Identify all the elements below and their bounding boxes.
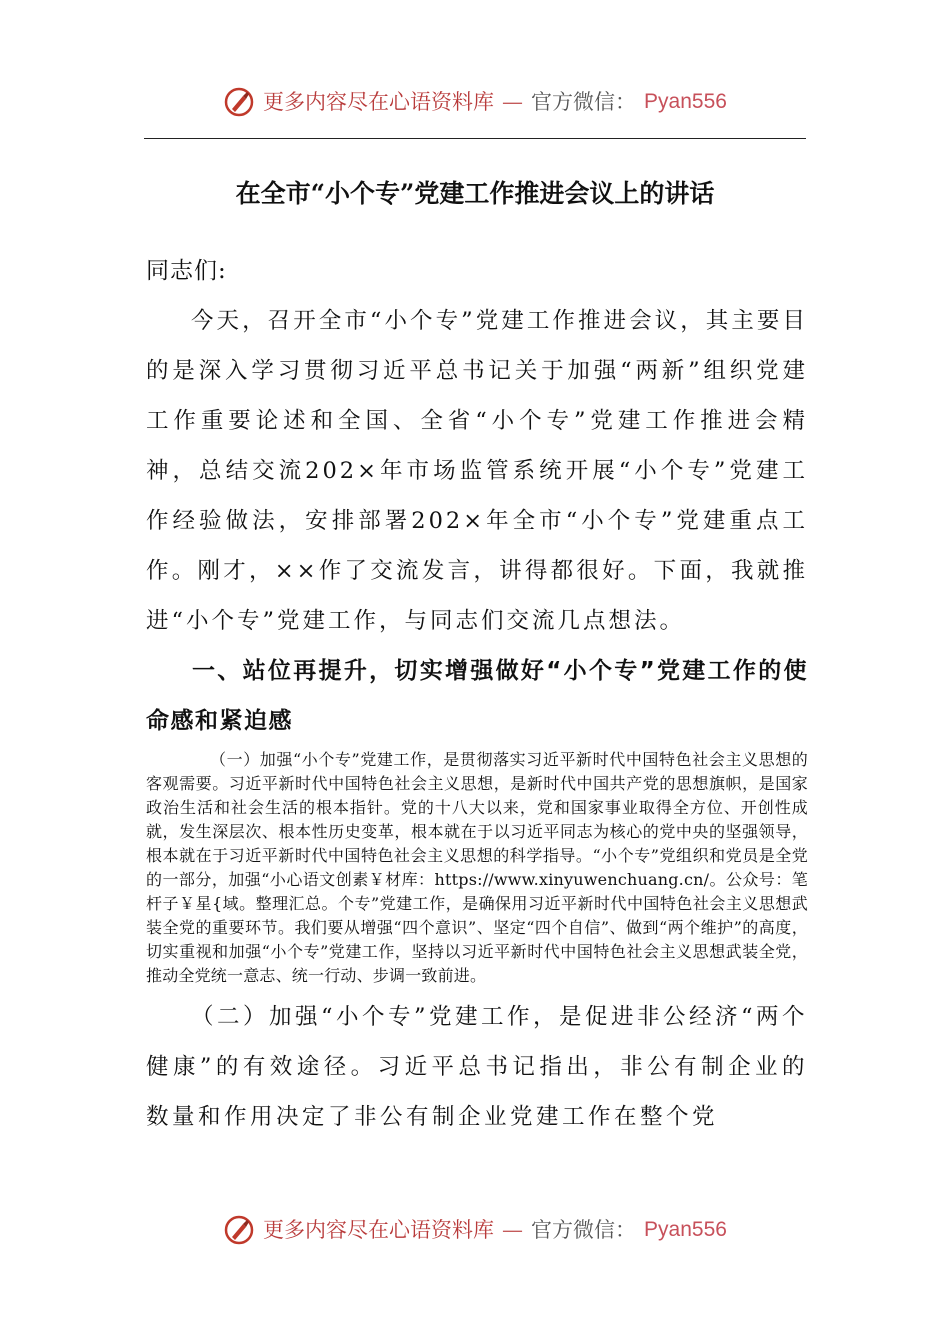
document-body xyxy=(146,250,808,1142)
header-rule xyxy=(144,138,806,139)
document-title: 在全市“小个专”党建工作推进会议上的讲话 xyxy=(235,179,715,208)
intro-paragraph: 今天，召开全市“小个专”党建工作推进会议，其主要目的是深入学习贯彻习近平总书记关于加强“两新”组织党建工作重要论述和全国、全省“小个专”党建工作推进会精神，总结交流202×年市场监管系统开展“小个专”党建工作经验做法，安排部署202×年全市“小个专”党建重点工作。刚才，××作了交流发言，讲得都很好。下面，我就推进“小个专”党建工作，与同志们交流几点想法。 xyxy=(146,308,808,634)
pen-logo-icon xyxy=(223,1214,255,1246)
section-heading-1: 一、站位再提升，切实增强做好“小个专”党建工作的使命感和紧迫感 xyxy=(146,658,808,734)
header-watermark xyxy=(0,86,950,118)
section-paragraph-2: （二）加强“小个专”党建工作，是促进非公经济“两个健康”的有效途径。习近平总书记指出，非公有制企业的数量和作用决定了非公有制企业党建工作在整个党 xyxy=(146,1004,809,1130)
watermark-id: Pyan556 xyxy=(644,90,727,113)
pen-logo-icon xyxy=(223,86,255,118)
salutation: 同志们: xyxy=(146,258,227,284)
watermark-separator: — xyxy=(502,1218,524,1242)
watermark-label: 官方微信： xyxy=(531,1218,637,1242)
watermark-id: Pyan556 xyxy=(644,1218,727,1241)
watermark-separator: — xyxy=(502,90,524,114)
watermark-label: 官方微信： xyxy=(531,90,637,114)
section-paragraph-1: （一）加强“小个专”党建工作，是贯彻落实习近平新时代中国特色社会主义思想的客观需要。习近平新时代中国特色社会主义思想，是新时代中国共产党的思想旗帜，是国家政治生活和社会生活的根本指针。党的十八大以来，党和国家事业取得全方位、开创性成就，发生深层次、根本性历史变革，根本就在于以习近平同志为核心的党中央的坚强领导，根本就在于习近平新时代中国特色社会主义思想的科学指导。“小个专”党组织和党员是全党的一部分，加强“小心语文创素￥材库：https://www.xinyuwenchuang.cn/。公众号：笔杆子￥星{域。整理汇总。个专”党建工作，是确保用习近平新时代中国特色社会主义思想武装全党的重要环节。我们要从增强“四个意识”、坚定“四个自信”、做到“两个维护”的高度，切实重视和加强“小个专”党建工作，坚持以习近平新时代中国特色社会主义思想武装全党，推动全党统一意志、统一行动、步调一致前进。 xyxy=(146,750,808,985)
watermark-text: 更多内容尽在心语资料库 xyxy=(263,90,495,114)
watermark-text: 更多内容尽在心语资料库 xyxy=(263,1218,495,1242)
footer-watermark xyxy=(0,1214,950,1246)
